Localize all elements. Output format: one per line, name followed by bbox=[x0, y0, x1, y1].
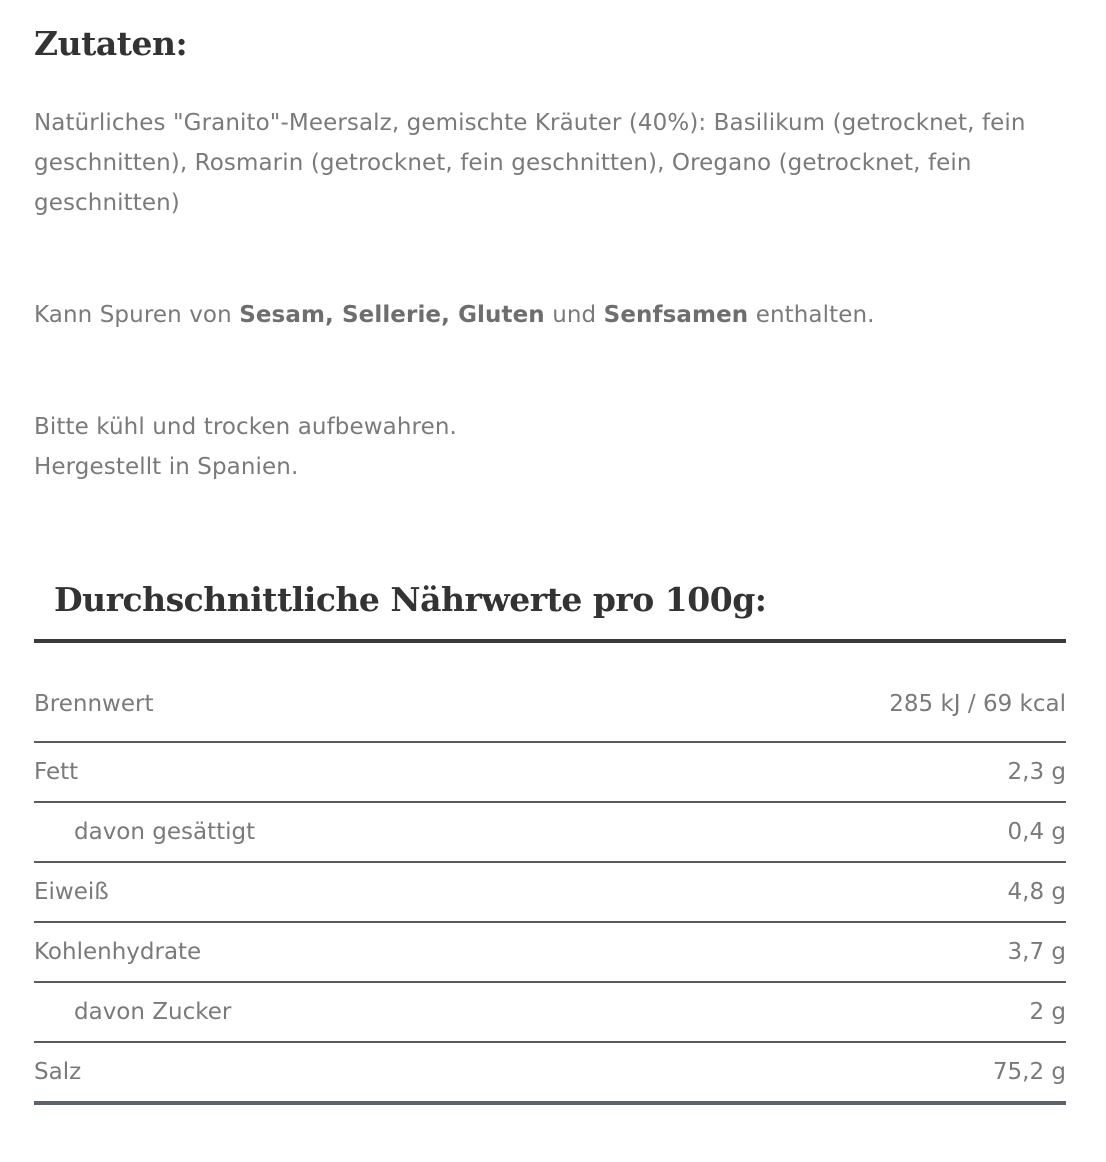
nutrient-value: 285 kJ / 69 kcal bbox=[889, 691, 1066, 717]
nutrient-label: davon gesättigt bbox=[74, 819, 256, 845]
storage-line: Bitte kühl und trocken aufbewahren. bbox=[34, 414, 457, 440]
nutrient-label: Eiweiß bbox=[34, 879, 109, 905]
nutrient-label: davon Zucker bbox=[74, 999, 232, 1025]
allergens-suffix: enthalten. bbox=[748, 302, 875, 328]
nutrition-heading: Durchschnittliche Nährwerte pro 100g: bbox=[54, 580, 767, 619]
nutrient-value: 2,3 g bbox=[1007, 759, 1066, 785]
table-row bbox=[34, 1043, 1066, 1105]
nutrient-value: 2 g bbox=[1029, 999, 1066, 1025]
nutrient-label: Salz bbox=[34, 1059, 82, 1085]
nutrient-value: 75,2 g bbox=[992, 1059, 1066, 1085]
allergens-middle: und bbox=[544, 302, 604, 328]
ingredients-heading: Zutaten: bbox=[34, 24, 188, 63]
nutrient-value: 4,8 g bbox=[1007, 879, 1066, 905]
nutrient-value: 3,7 g bbox=[1007, 939, 1066, 965]
table-row bbox=[34, 743, 1066, 803]
nutrition-table bbox=[34, 639, 1066, 1105]
allergens-bold-last: Senfsamen bbox=[603, 302, 749, 328]
allergens-prefix: Kann Spuren von bbox=[34, 302, 240, 328]
origin-line: Hergestellt in Spanien. bbox=[34, 454, 299, 480]
nutrient-label: Kohlenhydrate bbox=[34, 939, 202, 965]
allergens-bold-list: Sesam, Sellerie, Gluten bbox=[239, 302, 545, 328]
table-row bbox=[34, 923, 1066, 983]
nutrient-value: 0,4 g bbox=[1007, 819, 1066, 845]
table-row bbox=[34, 983, 1066, 1043]
table-row bbox=[34, 863, 1066, 923]
allergens-text bbox=[34, 295, 1066, 335]
nutrient-label: Fett bbox=[34, 759, 79, 785]
table-row bbox=[34, 803, 1066, 863]
storage-info bbox=[34, 407, 1066, 487]
ingredients-text: Natürliches "Granito"-Meersalz, gemischte Kräuter (40%): Basilikum (getrocknet, fein geschnitten), Rosmarin (getrocknet, fein geschnitten), Oregano (getrocknet, fein geschnitten) bbox=[34, 110, 1026, 216]
nutrient-label: Brennwert bbox=[34, 691, 154, 717]
table-row bbox=[34, 643, 1066, 743]
